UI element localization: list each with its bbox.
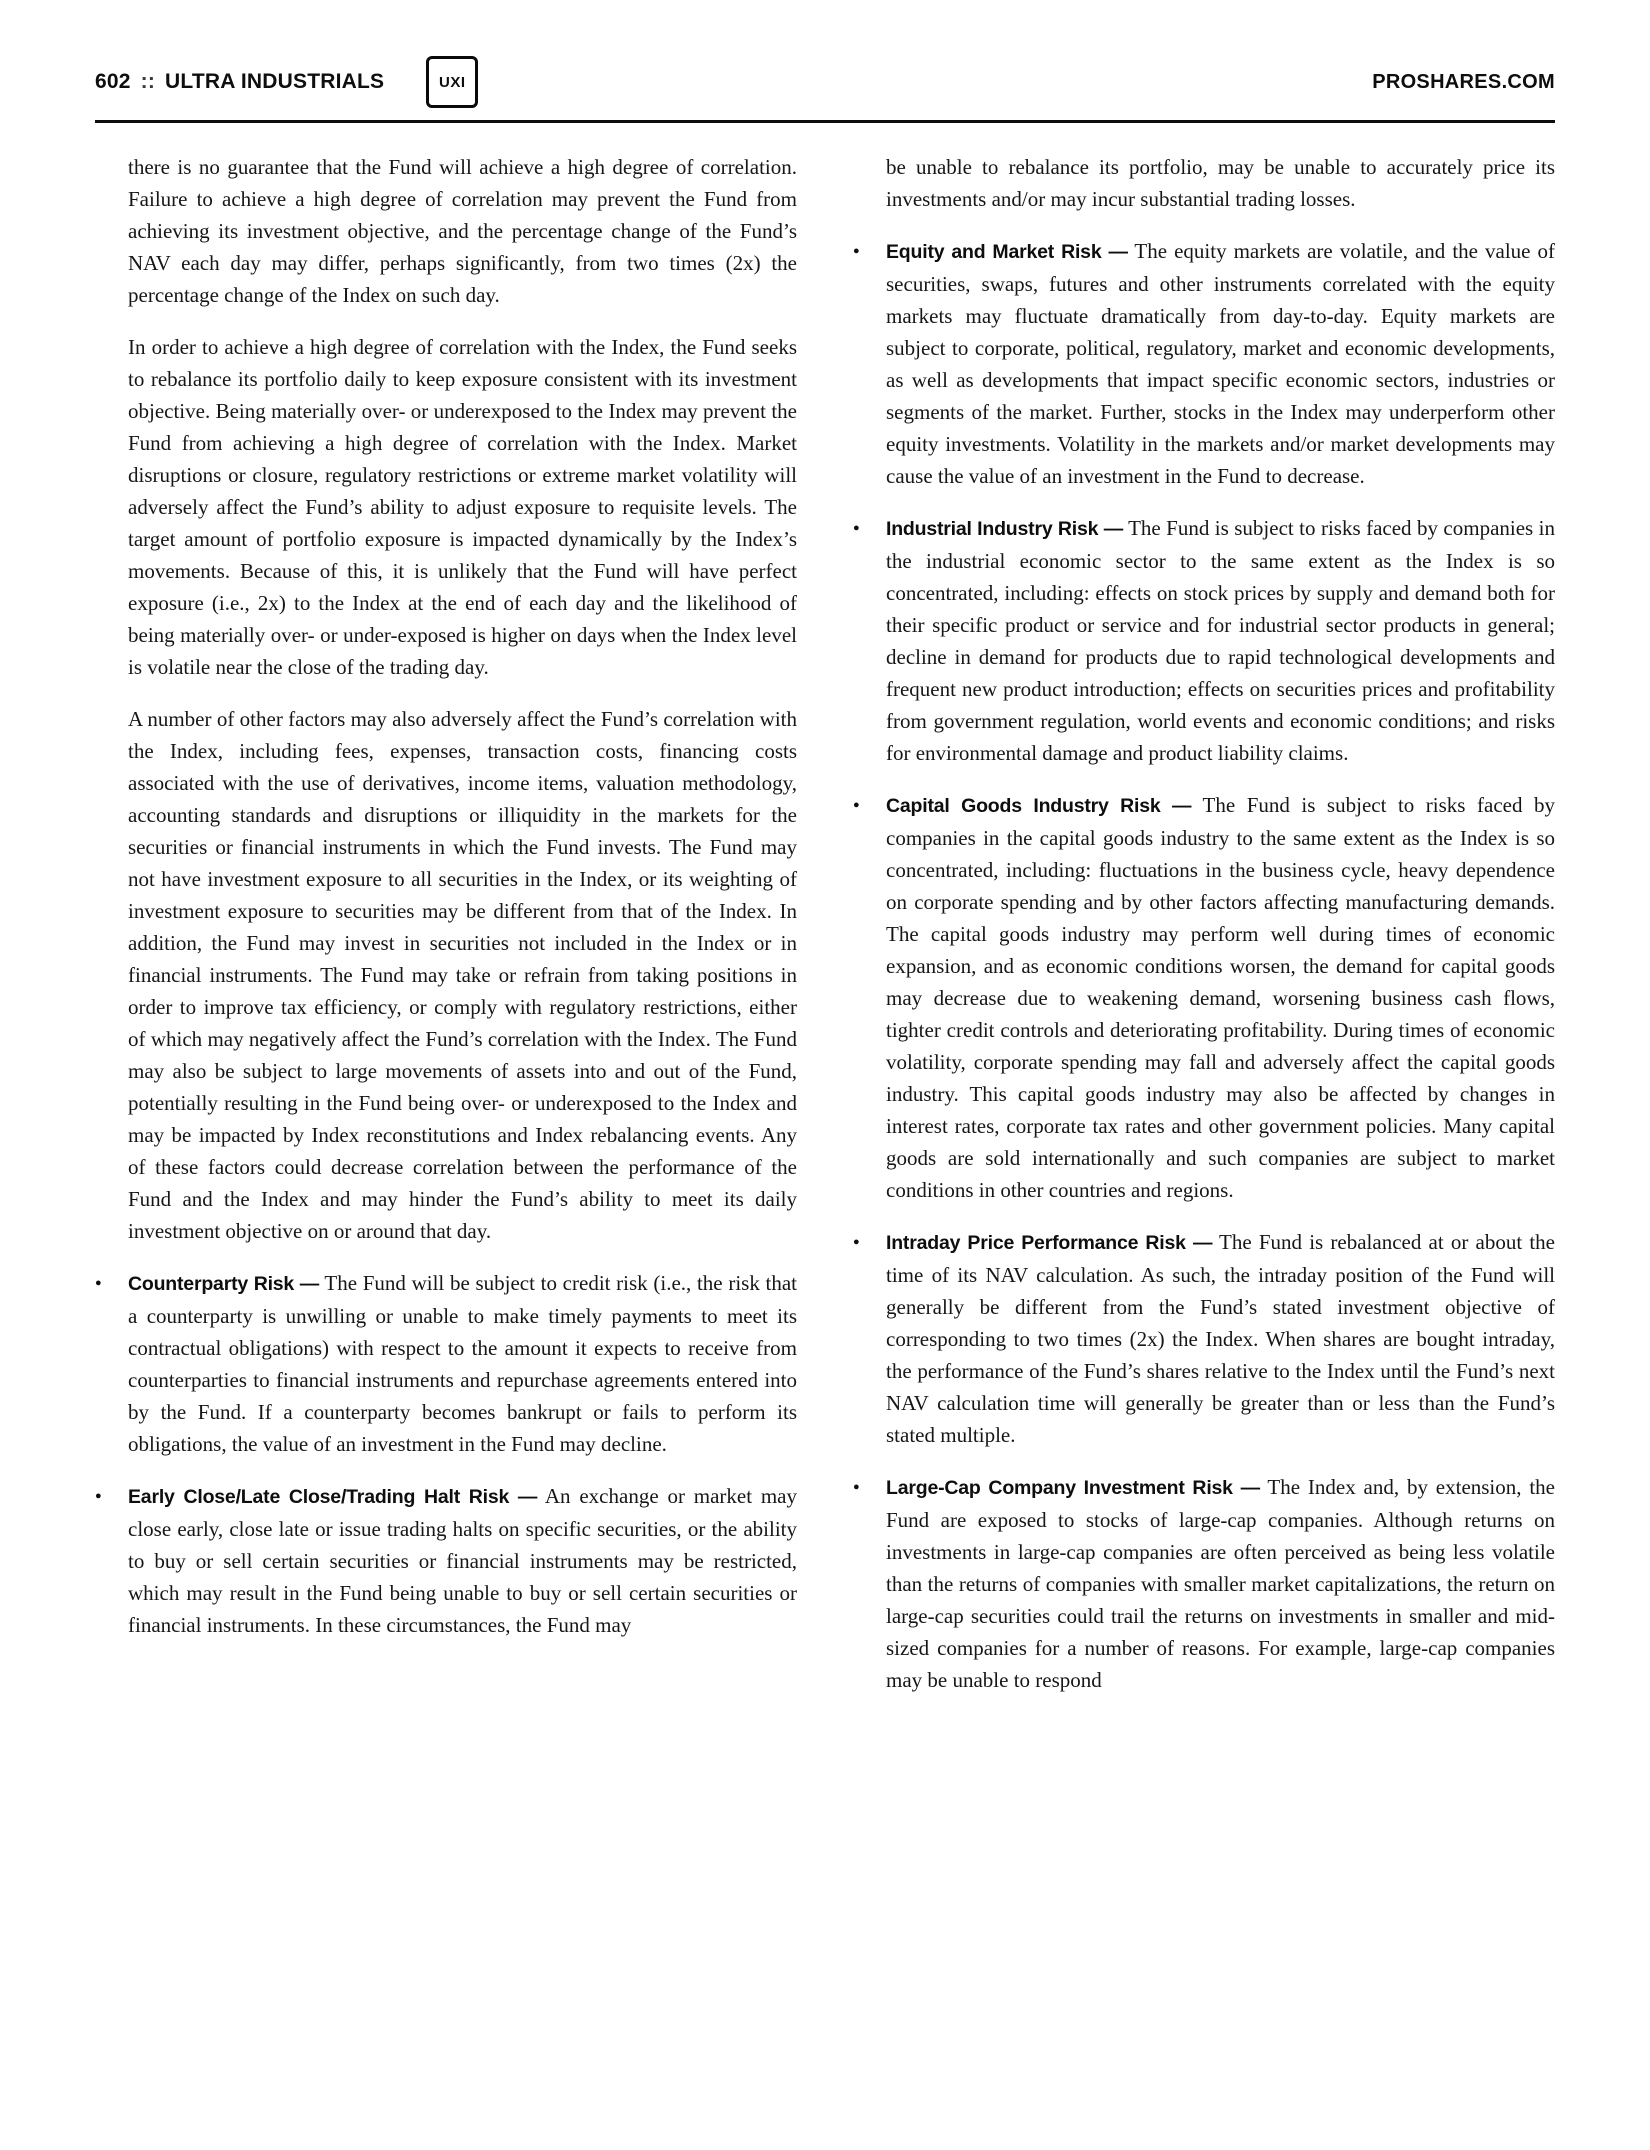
header-rule (95, 120, 1555, 123)
risk-bullet-capital-goods (853, 789, 1555, 1206)
risk-bullet-large-cap (853, 1471, 1555, 1696)
risk-bullet-body (128, 1267, 797, 1460)
risk-bullet-body (886, 1226, 1555, 1451)
risk-bullet-body (886, 1471, 1555, 1696)
fund-ticker-logo (426, 56, 478, 108)
risk-bullet-body (886, 512, 1555, 769)
bullet-icon: ● (853, 1481, 860, 1493)
bullet-icon: ● (853, 799, 860, 811)
risk-bullet-early-close (95, 1480, 797, 1641)
bullet-icon: ● (95, 1277, 102, 1289)
bullet-icon: ● (853, 1236, 860, 1248)
paragraph: In order to achieve a high degree of correlation with the Index, the Fund seeks to rebalance its portfolio daily to keep exposure consistent with its investment objective. Being materially over- or underexposed to the Index may prevent the Fund from achieving a high degree of correlation with the Index. Market disruptions or closure, regulatory restrictions or extreme market volatility will adversely affect the Fund’s ability to adjust exposure to requisite levels. The target amount of portfolio exposure is impacted dynamically by the Index’s movements. Because of this, it is unlikely that the Fund will have perfect exposure (i.e., 2x) to the Index at the end of each day and the likelihood of being materially over- or under-exposed is higher on days when the Index level is volatile near the close of the trading day. (128, 335, 797, 679)
page-header (95, 56, 1555, 108)
paragraph: A number of other factors may also adversely affect the Fund’s correlation with the Index, including fees, expenses, transaction costs, financing costs associated with the use of derivatives, income items, valuation methodology, accounting standards and disruptions or illiquidity in the markets for the securities or financial instruments in which the Fund invests. The Fund may not have investment exposure to all securities in the Index, or its weighting of investment exposure to securities may be different from that of the Index. In addition, the Fund may invest in securities not included in the Index or in financial instruments. The Fund may take or refrain from taking positions in order to improve tax efficiency, or comply with regulatory restrictions, either of which may negatively affect the Fund’s correlation with the Index. The Fund may also be subject to large movements of assets into and out of the Fund, potentially resulting in the Fund being over- or underexposed to the Index and may be impacted by Index reconstitutions and Index rebalancing events. Any of these factors could decrease correlation between the performance of the Fund and the Index and may hinder the Fund’s ability to meet its daily investment objective on or around that day. (128, 707, 797, 1243)
risk-text: The Fund is rebalanced at or about the time of its NAV calculation. As such, the intraday position of the Fund will generally be different from the Fund’s stated investment objective of corresponding to two times (2x) the Index. When shares are bought intraday, the performance of the Fund’s shares relative to the Index until the Fund’s next NAV calculation time will generally be greater than or less than the Fund’s stated multiple. (886, 1230, 1555, 1447)
fund-ticker-label: UXI (438, 73, 466, 91)
header-left (95, 70, 384, 94)
risk-title: Early Close/Late Close/Trading Halt Risk — (128, 1486, 538, 1508)
bullet-icon: ● (853, 245, 860, 257)
risk-title: Industrial Industry Risk — (886, 518, 1124, 540)
risk-text: The Fund is subject to risks faced by companies in the capital goods industry to the same extent as the Index is so concentrated, including: fluctuations in the business cycle, heavy dependence on corporate spending and by other factors affecting manufacturing demands. The capital goods industry may perform well during times of economic expansion, and as economic conditions worsen, the demand for capital goods may decrease due to weakening demand, worsening business cash flows, tighter credit controls and deteriorating profitability. During times of economic volatility, corporate spending may fall and adversely affect the capital goods industry. This capital goods industry may also be affected by changes in interest rates, corporate tax rates and other government policies. Many capital goods are sold internationally and such companies are subject to market conditions in other countries and regions. (886, 793, 1555, 1202)
risk-title: Capital Goods Industry Risk — (886, 795, 1192, 817)
left-column (95, 151, 797, 1716)
risk-bullet-body (128, 1480, 797, 1641)
risk-title: Equity and Market Risk — (886, 241, 1128, 263)
risk-bullet-industrial-industry (853, 512, 1555, 769)
risk-text: An exchange or market may close early, close late or issue trading halts on specific securities, or the ability to buy or sell certain securities or financial instruments may be restricted, which may result in the Fund being unable to buy or sell certain securities or financial instruments. In these circumstances, the Fund may (128, 1484, 797, 1637)
page-number: 602 (95, 70, 131, 93)
risk-text: The equity markets are volatile, and the value of securities, swaps, futures and other instruments correlated with the equity markets may fluctuate dramatically from day-to-day. Equity markets are subject to corporate, political, regulatory, market and economic developments, as well as developments that impact specific economic sectors, industries or segments of the market. Further, stocks in the Index may underperform other equity investments. Volatility in the markets and/or market developments may cause the value of an investment in the Fund to decrease. (886, 239, 1555, 488)
risk-text: The Fund will be subject to credit risk (i.e., the risk that a counterparty is unwilling or unable to make timely payments to meet its contractual obligations) with respect to the amount it expects to receive from counterparties to financial instruments and repurchase agreements entered into by the Fund. If a counterparty becomes bankrupt or fails to perform its obligations, the value of an investment in the Fund may decline. (128, 1271, 798, 1456)
risk-bullet-counterparty (95, 1267, 797, 1460)
section-title: ULTRA INDUSTRIALS (165, 70, 385, 93)
risk-bullet-equity-market (853, 235, 1555, 492)
risk-title: Intraday Price Performance Risk — (886, 1232, 1213, 1254)
risk-text: The Fund is subject to risks faced by companies in the industrial economic sector to the same extent as the Index is so concentrated, including: effects on stock prices by supply and demand both for their specific product or service and for industrial sector products in general; decline in demand for products due to rapid technological developments and frequent new product introduction; effects on securities prices and profitability from government regulation, world events and economic conditions; and risks for environmental damage and product liability claims. (886, 516, 1556, 765)
risk-title: Large-Cap Company Investment Risk — (886, 1477, 1260, 1499)
continuation-paragraph: be unable to rebalance its portfolio, may be unable to accurately price its investments and/or may incur substantial trading losses. (886, 155, 1555, 211)
bullet-icon: ● (853, 522, 860, 534)
header-separator: :: (140, 70, 156, 93)
risk-bullet-body (886, 789, 1555, 1206)
two-column-body (95, 151, 1555, 1716)
paragraph: there is no guarantee that the Fund will achieve a high degree of correlation. Failure to achieve a high degree of correlation may prevent the Fund from achieving its investment objective, and the percentage change of the Fund’s NAV each day may differ, perhaps significantly, from two times (2x) the percentage change of the Index on such day. (128, 155, 797, 307)
risk-bullet-intraday-price (853, 1226, 1555, 1451)
bullet-icon: ● (95, 1490, 102, 1502)
website-text: PROSHARES.COM (1372, 70, 1555, 93)
risk-bullet-body (886, 235, 1555, 492)
right-column (853, 151, 1555, 1716)
risk-title: Counterparty Risk — (128, 1273, 320, 1295)
risk-text: The Index and, by extension, the Fund are exposed to stocks of large-cap companies. Although returns on investments in large-cap companies are often perceived as being less volatile than the returns of companies with smaller market capitalizations, the return on large-cap securities could trail the returns on investments in smaller and mid-sized companies for a number of reasons. For example, large-cap companies may be unable to respond (886, 1475, 1556, 1692)
